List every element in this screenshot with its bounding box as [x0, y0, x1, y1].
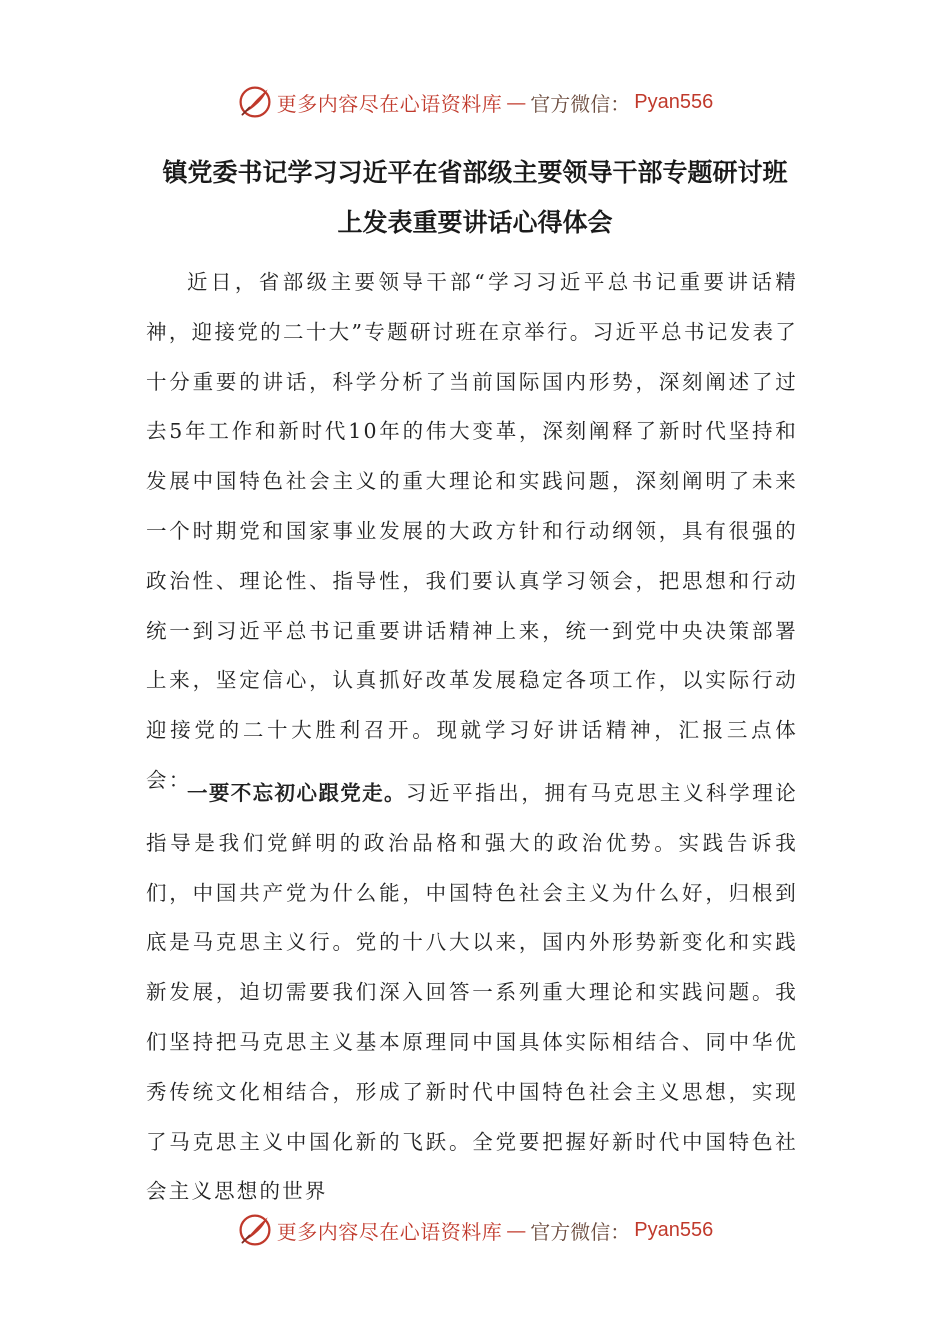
banner-label: 官方微信：: [530, 91, 631, 116]
banner-text: 更多内容尽在心语资料库: [276, 91, 503, 116]
banner-dash: —: [506, 90, 527, 114]
banner-wechat-id: Pyan556: [634, 1218, 714, 1241]
banner-dash: —: [506, 1218, 527, 1242]
banner-label: 官方微信：: [530, 1219, 631, 1244]
document-title: [110, 148, 840, 248]
paragraph-intro: 近日，省部级主要领导干部“学习习近平总书记重要讲话精神，迎接党的二十大”专题研讨班在京举行。习近平总书记发表了十分重要的讲话，科学分析了当前国际国内形势，深刻阐述了过去5年工作和新时代10年的伟大变革，深刻阐释了新时代坚持和发展中国特色社会主义的重大理论和实践问题，深刻阐明了未来一个时期党和国家事业发展的大政方针和行动纲领，具有很强的政治性、理论性、指导性，我们要认真学习领会，把思想和行动统一到习近平总书记重要讲话精神上来，统一到党中央决策部署上来，坚定信心，认真抓好改革发展稳定各项工作，以实际行动迎接党的二十大胜利召开。现就学习好讲话精神，汇报三点体会：: [146, 270, 798, 792]
paragraph-point-one-body: 习近平指出，拥有马克思主义科学理论指导是我们党鲜明的政治品格和强大的政治优势。实践告诉我们，中国共产党为什么能，中国特色社会主义为什么好，归根到底是马克思主义行。党的十八大以来，国内外形势新变化和实践新发展，迫切需要我们深入回答一系列重大理论和实践问题。我们坚持把马克思主义基本原理同中国具体实际相结合、同中华优秀传统文化相结合，形成了新时代中国特色社会主义思想，实现了马克思主义中国化新的飞跃。全党要把握好新时代中国特色社会主义思想的世界: [146, 781, 799, 1204]
title-line-1: 镇党委书记学习习近平在省部级主要领导干部专题研讨班: [162, 158, 788, 187]
title-line-2: 上发表重要讲话心得体会: [337, 208, 613, 237]
quill-pen-logo-icon: [237, 84, 273, 120]
quill-pen-logo-icon: [237, 1212, 273, 1248]
header-banner: [0, 80, 950, 124]
paragraph-point-one: [146, 769, 798, 1217]
footer-banner: [0, 1208, 950, 1252]
banner-wechat-id: Pyan556: [634, 90, 714, 113]
paragraph-lead-heading: 一要不忘初心跟党走。: [187, 781, 406, 805]
banner-text: 更多内容尽在心语资料库: [276, 1219, 503, 1244]
